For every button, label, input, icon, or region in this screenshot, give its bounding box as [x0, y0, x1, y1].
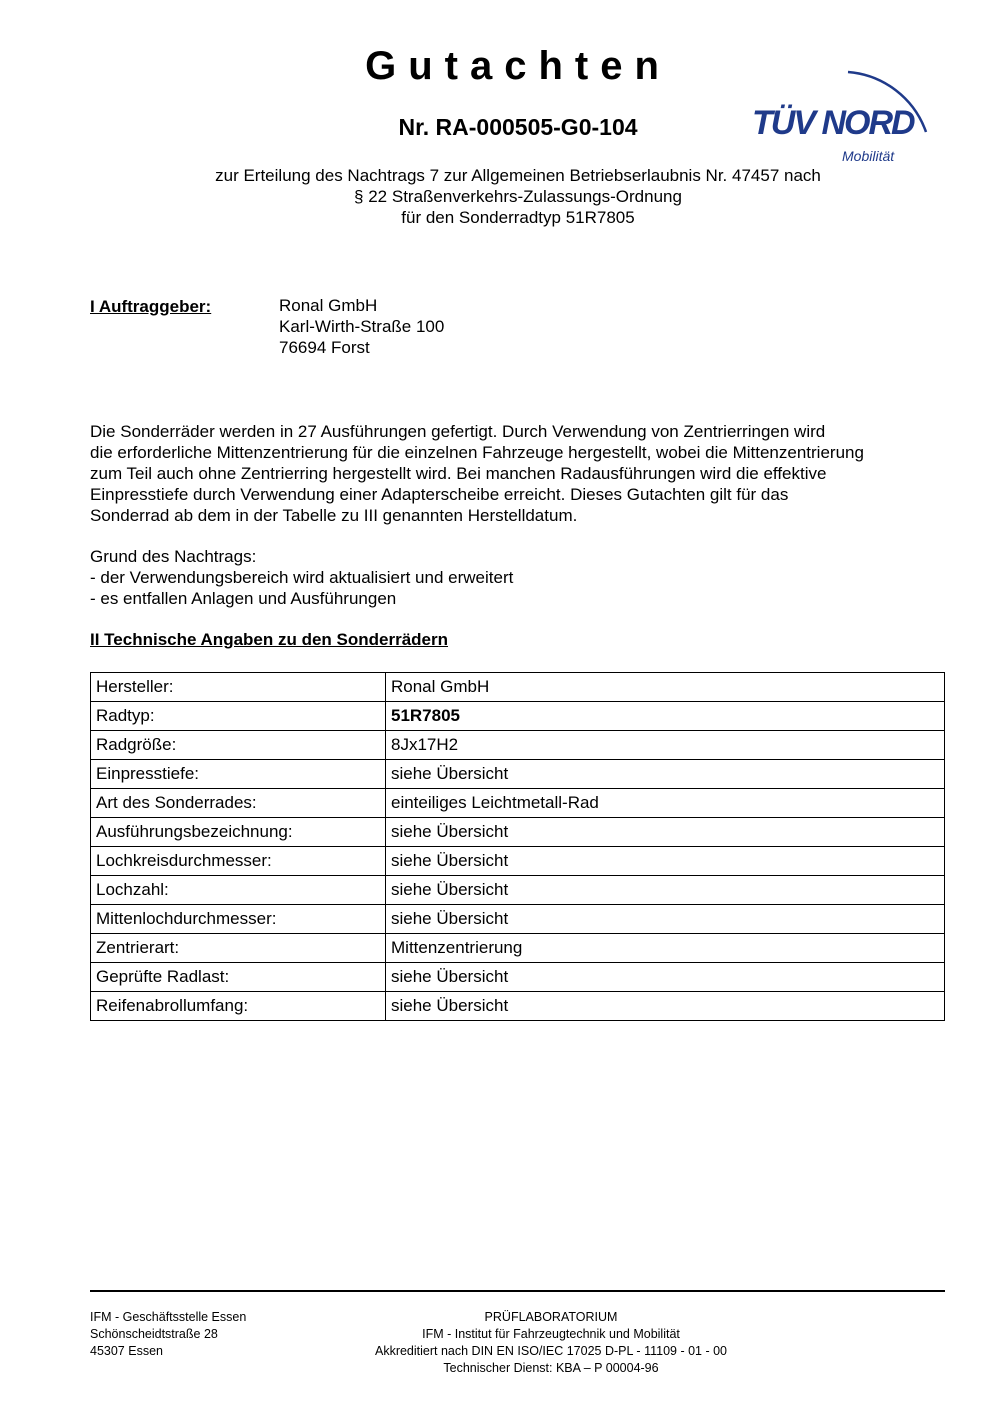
table-row — [91, 905, 945, 934]
spec-label: Einpresstiefe: — [91, 760, 386, 789]
intro-line: Sonderrad ab dem in der Tabelle zu III genannten Herstelldatum. — [90, 506, 578, 525]
spec-value: einteiliges Leichtmetall-Rad — [386, 789, 945, 818]
spec-value: 51R7805 — [386, 702, 945, 731]
reason-item: - es entfallen Anlagen und Ausführungen — [90, 589, 397, 608]
table-row — [91, 963, 945, 992]
spec-label: Lochzahl: — [91, 876, 386, 905]
reason-heading: Grund des Nachtrags: — [90, 547, 257, 566]
table-row — [91, 934, 945, 963]
spec-value: siehe Übersicht — [386, 876, 945, 905]
footer-lab-institute: IFM - Institut für Fahrzeugtechnik und Mobilität — [422, 1327, 680, 1341]
spec-value: siehe Übersicht — [386, 905, 945, 934]
spec-label: Art des Sonderrades: — [91, 789, 386, 818]
client-label: I Auftraggeber: — [90, 297, 212, 316]
svg-text:Mobilität: Mobilität — [842, 148, 895, 164]
spec-label: Reifenabrollumfang: — [91, 992, 386, 1021]
footer-lab-title: PRÜFLABORATORIUM — [484, 1310, 618, 1324]
spec-label: Geprüfte Radlast: — [91, 963, 386, 992]
technical-specs-table — [90, 672, 945, 1021]
spec-value: siehe Übersicht — [386, 760, 945, 789]
spec-label: Hersteller: — [91, 673, 386, 702]
footer-office-name: IFM - Geschäftsstelle Essen — [90, 1310, 247, 1324]
spec-value: siehe Übersicht — [386, 847, 945, 876]
table-row — [91, 992, 945, 1021]
subtitle-line-1: zur Erteilung des Nachtrags 7 zur Allgemeinen Betriebserlaubnis Nr. 47457 nach — [215, 166, 821, 185]
table-row — [91, 760, 945, 789]
spec-value: siehe Übersicht — [386, 818, 945, 847]
client-city: 76694 Forst — [279, 338, 370, 357]
table-row — [91, 847, 945, 876]
table-row — [91, 818, 945, 847]
spec-value: siehe Übersicht — [386, 992, 945, 1021]
document-number: Nr. RA-000505-G0-104 — [398, 114, 638, 140]
intro-line: Die Sonderräder werden in 27 Ausführungen gefertigt. Durch Verwendung von Zentrierringen wird — [90, 422, 826, 441]
document-title: Gutachten — [365, 44, 671, 88]
svg-text:TÜV NORD: TÜV NORD — [752, 104, 914, 142]
table-row — [91, 702, 945, 731]
client-street: Karl-Wirth-Straße 100 — [279, 317, 445, 336]
spec-value: Ronal GmbH — [386, 673, 945, 702]
table-row — [91, 876, 945, 905]
spec-label: Radgröße: — [91, 731, 386, 760]
spec-label: Zentrierart: — [91, 934, 386, 963]
tuv-nord-logo-graphic — [748, 44, 948, 166]
subtitle-line-2: § 22 Straßenverkehrs-Zulassungs-Ordnung — [354, 187, 682, 206]
reason-block — [90, 546, 513, 609]
intro-line: zum Teil auch ohne Zentrierring hergestellt wird. Bei manchen Radausführungen wird die effektive — [90, 464, 827, 483]
spec-value: 8Jx17H2 — [386, 731, 945, 760]
table-row — [91, 731, 945, 760]
footer-lab-accreditation: Akkreditiert nach DIN EN ISO/IEC 17025 D-PL - 11109 - 01 - 00 — [374, 1344, 727, 1358]
footer-office-city: 45307 Essen — [90, 1344, 163, 1358]
section-heading-technical: II Technische Angaben zu den Sonderrädern — [90, 630, 449, 649]
spec-label: Mittenlochdurchmesser: — [91, 905, 386, 934]
subtitle-line-3: für den Sonderradtyp 51R7805 — [401, 208, 635, 227]
spec-value: siehe Übersicht — [386, 963, 945, 992]
footer-divider — [90, 1290, 945, 1292]
reason-item: - der Verwendungsbereich wird aktualisiert und erweitert — [90, 568, 514, 587]
tuv-nord-logo — [748, 44, 948, 166]
table-row — [91, 789, 945, 818]
intro-line: Einpresstiefe durch Verwendung einer Adapterscheibe erreicht. Dieses Gutachten gilt für das — [90, 485, 789, 504]
footer-office-street: Schönscheidtstraße 28 — [90, 1327, 218, 1341]
spec-label: Ausführungsbezeichnung: — [91, 818, 386, 847]
footer-lab-technical-service: Technischer Dienst: KBA – P 00004-96 — [443, 1361, 659, 1375]
intro-paragraph — [90, 421, 952, 526]
spec-label: Radtyp: — [91, 702, 386, 731]
spec-label: Lochkreisdurchmesser: — [91, 847, 386, 876]
spec-value: Mittenzentrierung — [386, 934, 945, 963]
table-row — [91, 673, 945, 702]
intro-line: die erforderliche Mittenzentrierung für die einzelnen Fahrzeuge hergestellt, wobei die Mittenzentrierung — [90, 443, 864, 462]
client-name: Ronal GmbH — [279, 296, 378, 315]
